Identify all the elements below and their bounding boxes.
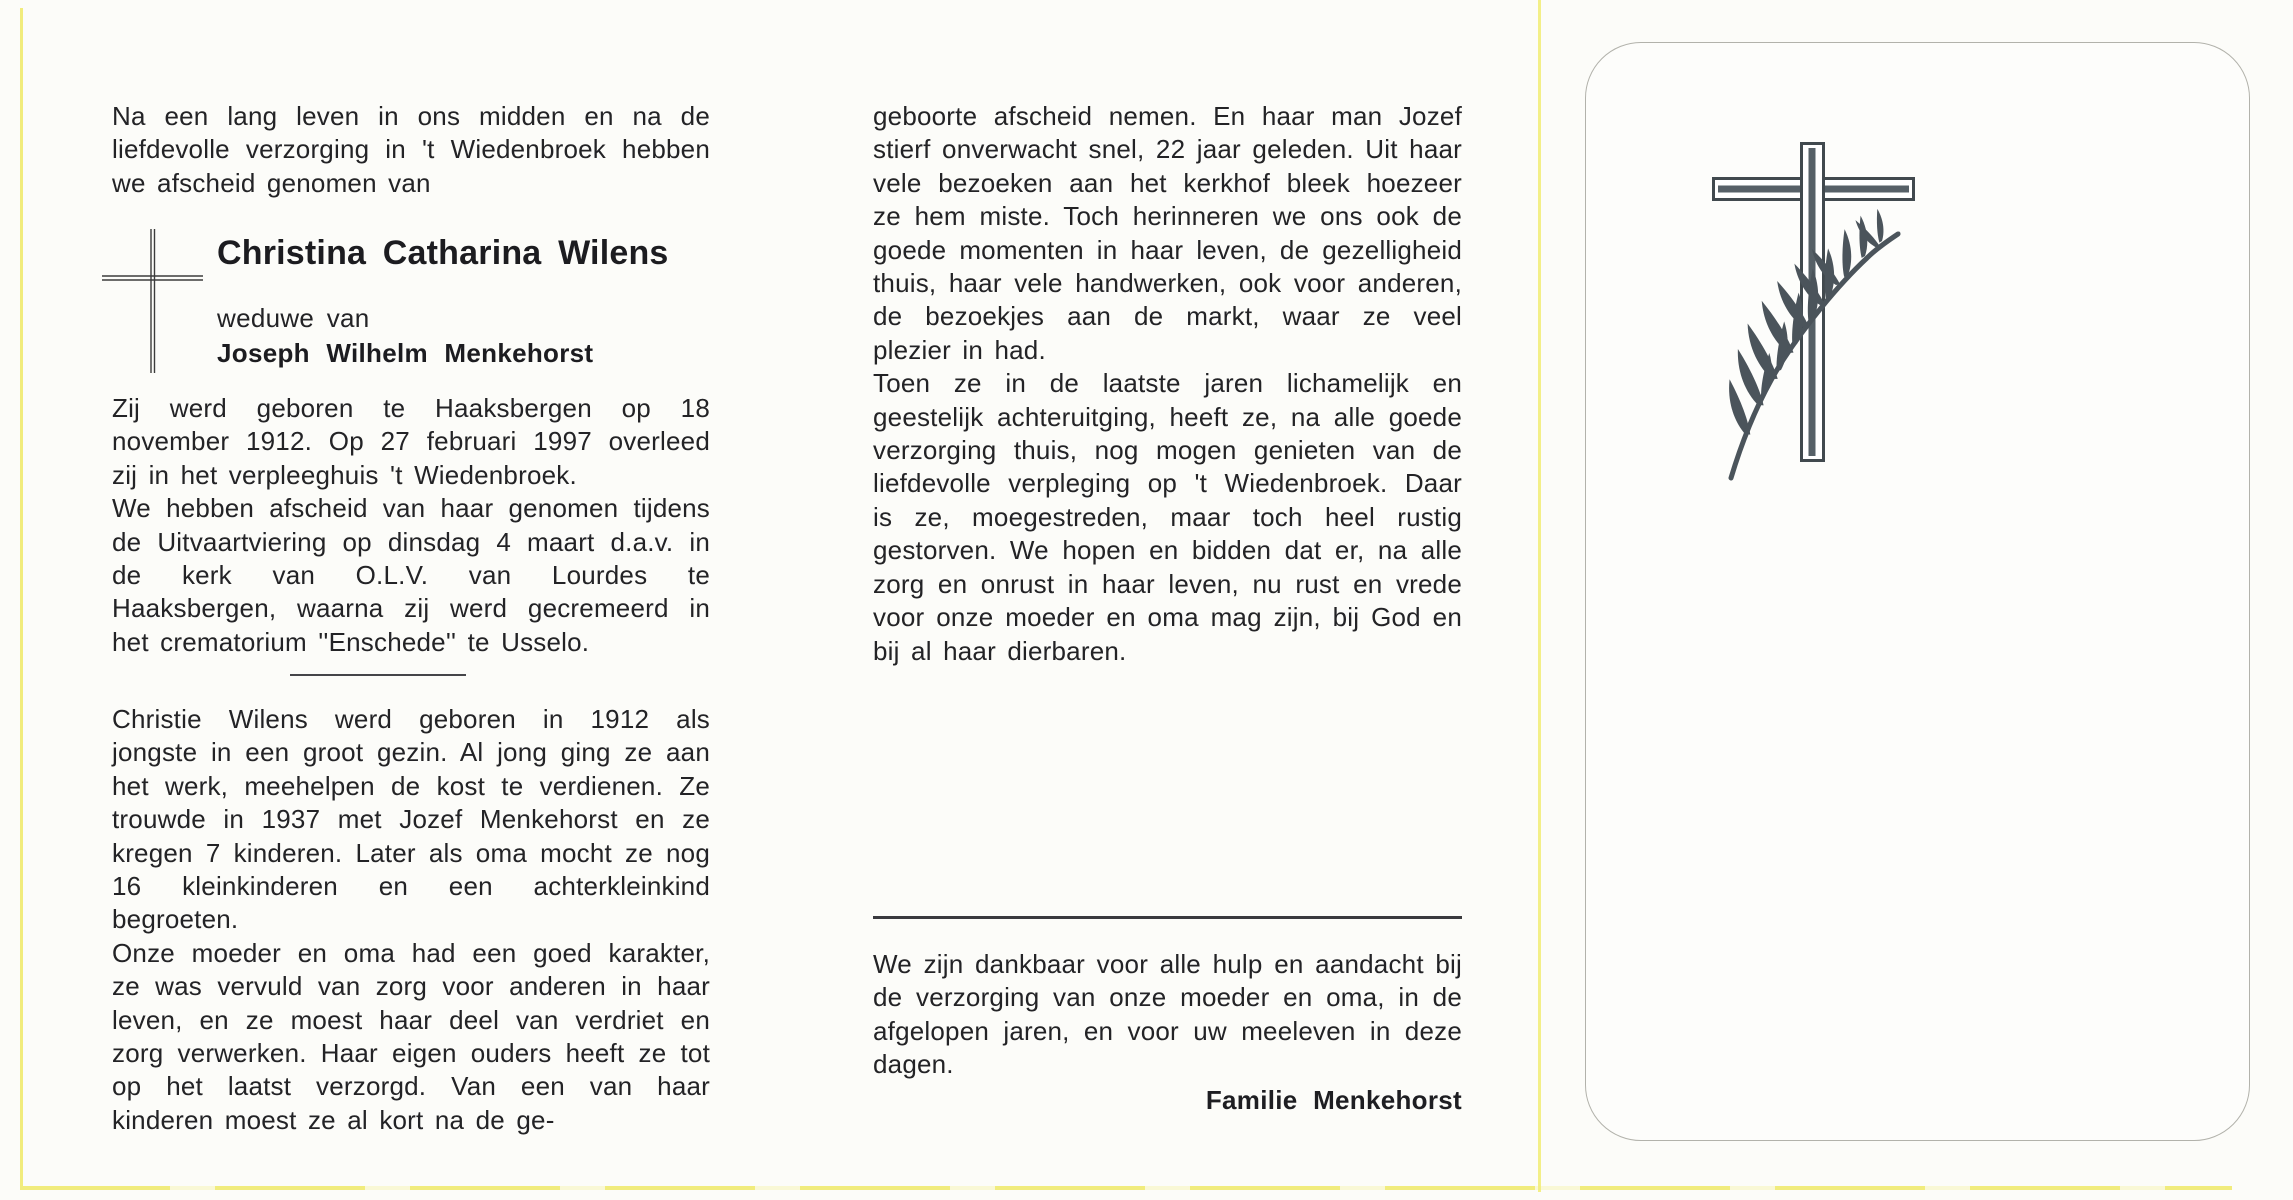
family-signature: Familie Menkehorst bbox=[1205, 1085, 1462, 1115]
intro-paragraph: Na een lang leven in ons midden en na de liefdevolle verzorging in 't Wiedenbroek hebben we afscheid genomen van bbox=[112, 101, 710, 198]
life-story-section bbox=[112, 703, 710, 1137]
deceased-name: Christina Catharina Wilens bbox=[217, 234, 669, 272]
back-cover-card bbox=[1585, 42, 2250, 1141]
funeral-paragraph: We hebben afscheid van haar genomen tijdens de Uitvaartviering op dinsdag 4 maart d.a.v. in de kerk van O.L.V. van Lourdes te Haaksbergen, waarna zij werd gecremeerd in het crematorium ''Enschede'' te Usselo. bbox=[112, 493, 710, 657]
thanks-paragraph: We zijn dankbaar voor alle hulp en aandacht bij de verzorging van onze moeder en oma, in de afgelopen jaren, en voor uw meeleven in deze dagen. bbox=[873, 949, 1462, 1080]
card-edge-left bbox=[20, 8, 23, 1188]
memories-section bbox=[873, 100, 1462, 668]
husband-name: Joseph Wilhelm Menkehorst bbox=[217, 338, 594, 368]
card-fold-line bbox=[1538, 0, 1541, 1192]
right-page bbox=[873, 0, 1462, 1200]
section-divider bbox=[290, 674, 466, 676]
memories-paragraph-1: geboorte afscheid nemen. En haar man Jozef stierf onverwacht snel, 22 jaar geleden. Uit haar vele bezoeken aan het kerkhof bleek hoezeer ze hem miste. Toch herinneren we ons ook de goede momenten in haar leven, de gezelligheid thuis, haar vele handwerken, ook voor anderen, de bezoekjes aan de markt, waar ze veel plezier in had. bbox=[873, 101, 1462, 365]
memories-paragraph-2: Toen ze in de laatste jaren lichamelijk en geestelijk achteruitging, heeft ze, na alle goede verzorging thuis, nog mogen genieten van de liefdevolle verpleging op 't Wiedenbroek. Daar is ze, moegestreden, maar toch heel rustig gestorven. We hopen en bidden dat er, na alle zorg en onrust in haar leven, nu rust en vrede voor onze moeder en oma mag zijn, bij God en bij al haar dierbaren. bbox=[873, 368, 1462, 666]
thanks-divider bbox=[873, 916, 1462, 919]
thanks-section bbox=[873, 948, 1462, 1082]
widow-of-label: weduwe van bbox=[217, 303, 370, 333]
birth-death-section bbox=[112, 392, 710, 659]
left-page bbox=[112, 0, 710, 1200]
birth-paragraph: Zij werd geboren te Haaksbergen op 18 november 1912. Op 27 februari 1997 overleed zij in het verpleeghuis 't Wiedenbroek. bbox=[112, 393, 710, 490]
life-paragraph-1: Christie Wilens werd geboren in 1912 als jongste in een groot gezin. Al jong ging ze aan het werk, meehelpen de kost te verdienen. Ze trouwde in 1937 met Jozef Menkehorst en ze kregen 7 kinderen. Later als oma mocht ze nog 16 kleinkinderen en een achterkleinkind begroeten. bbox=[112, 704, 710, 935]
cross-with-palm-icon bbox=[1701, 134, 1931, 487]
memorial-cross-icon bbox=[100, 226, 205, 381]
life-paragraph-2: Onze moeder en oma had een goed karakter, ze was vervuld van zorg voor anderen in haar leven, en ze moest haar deel van verdriet en zorg verwerken. Haar eigen ouders heeft ze tot op het laatst verzorgd. Van een van haar kinderen moest ze al kort na de ge- bbox=[112, 937, 710, 1135]
